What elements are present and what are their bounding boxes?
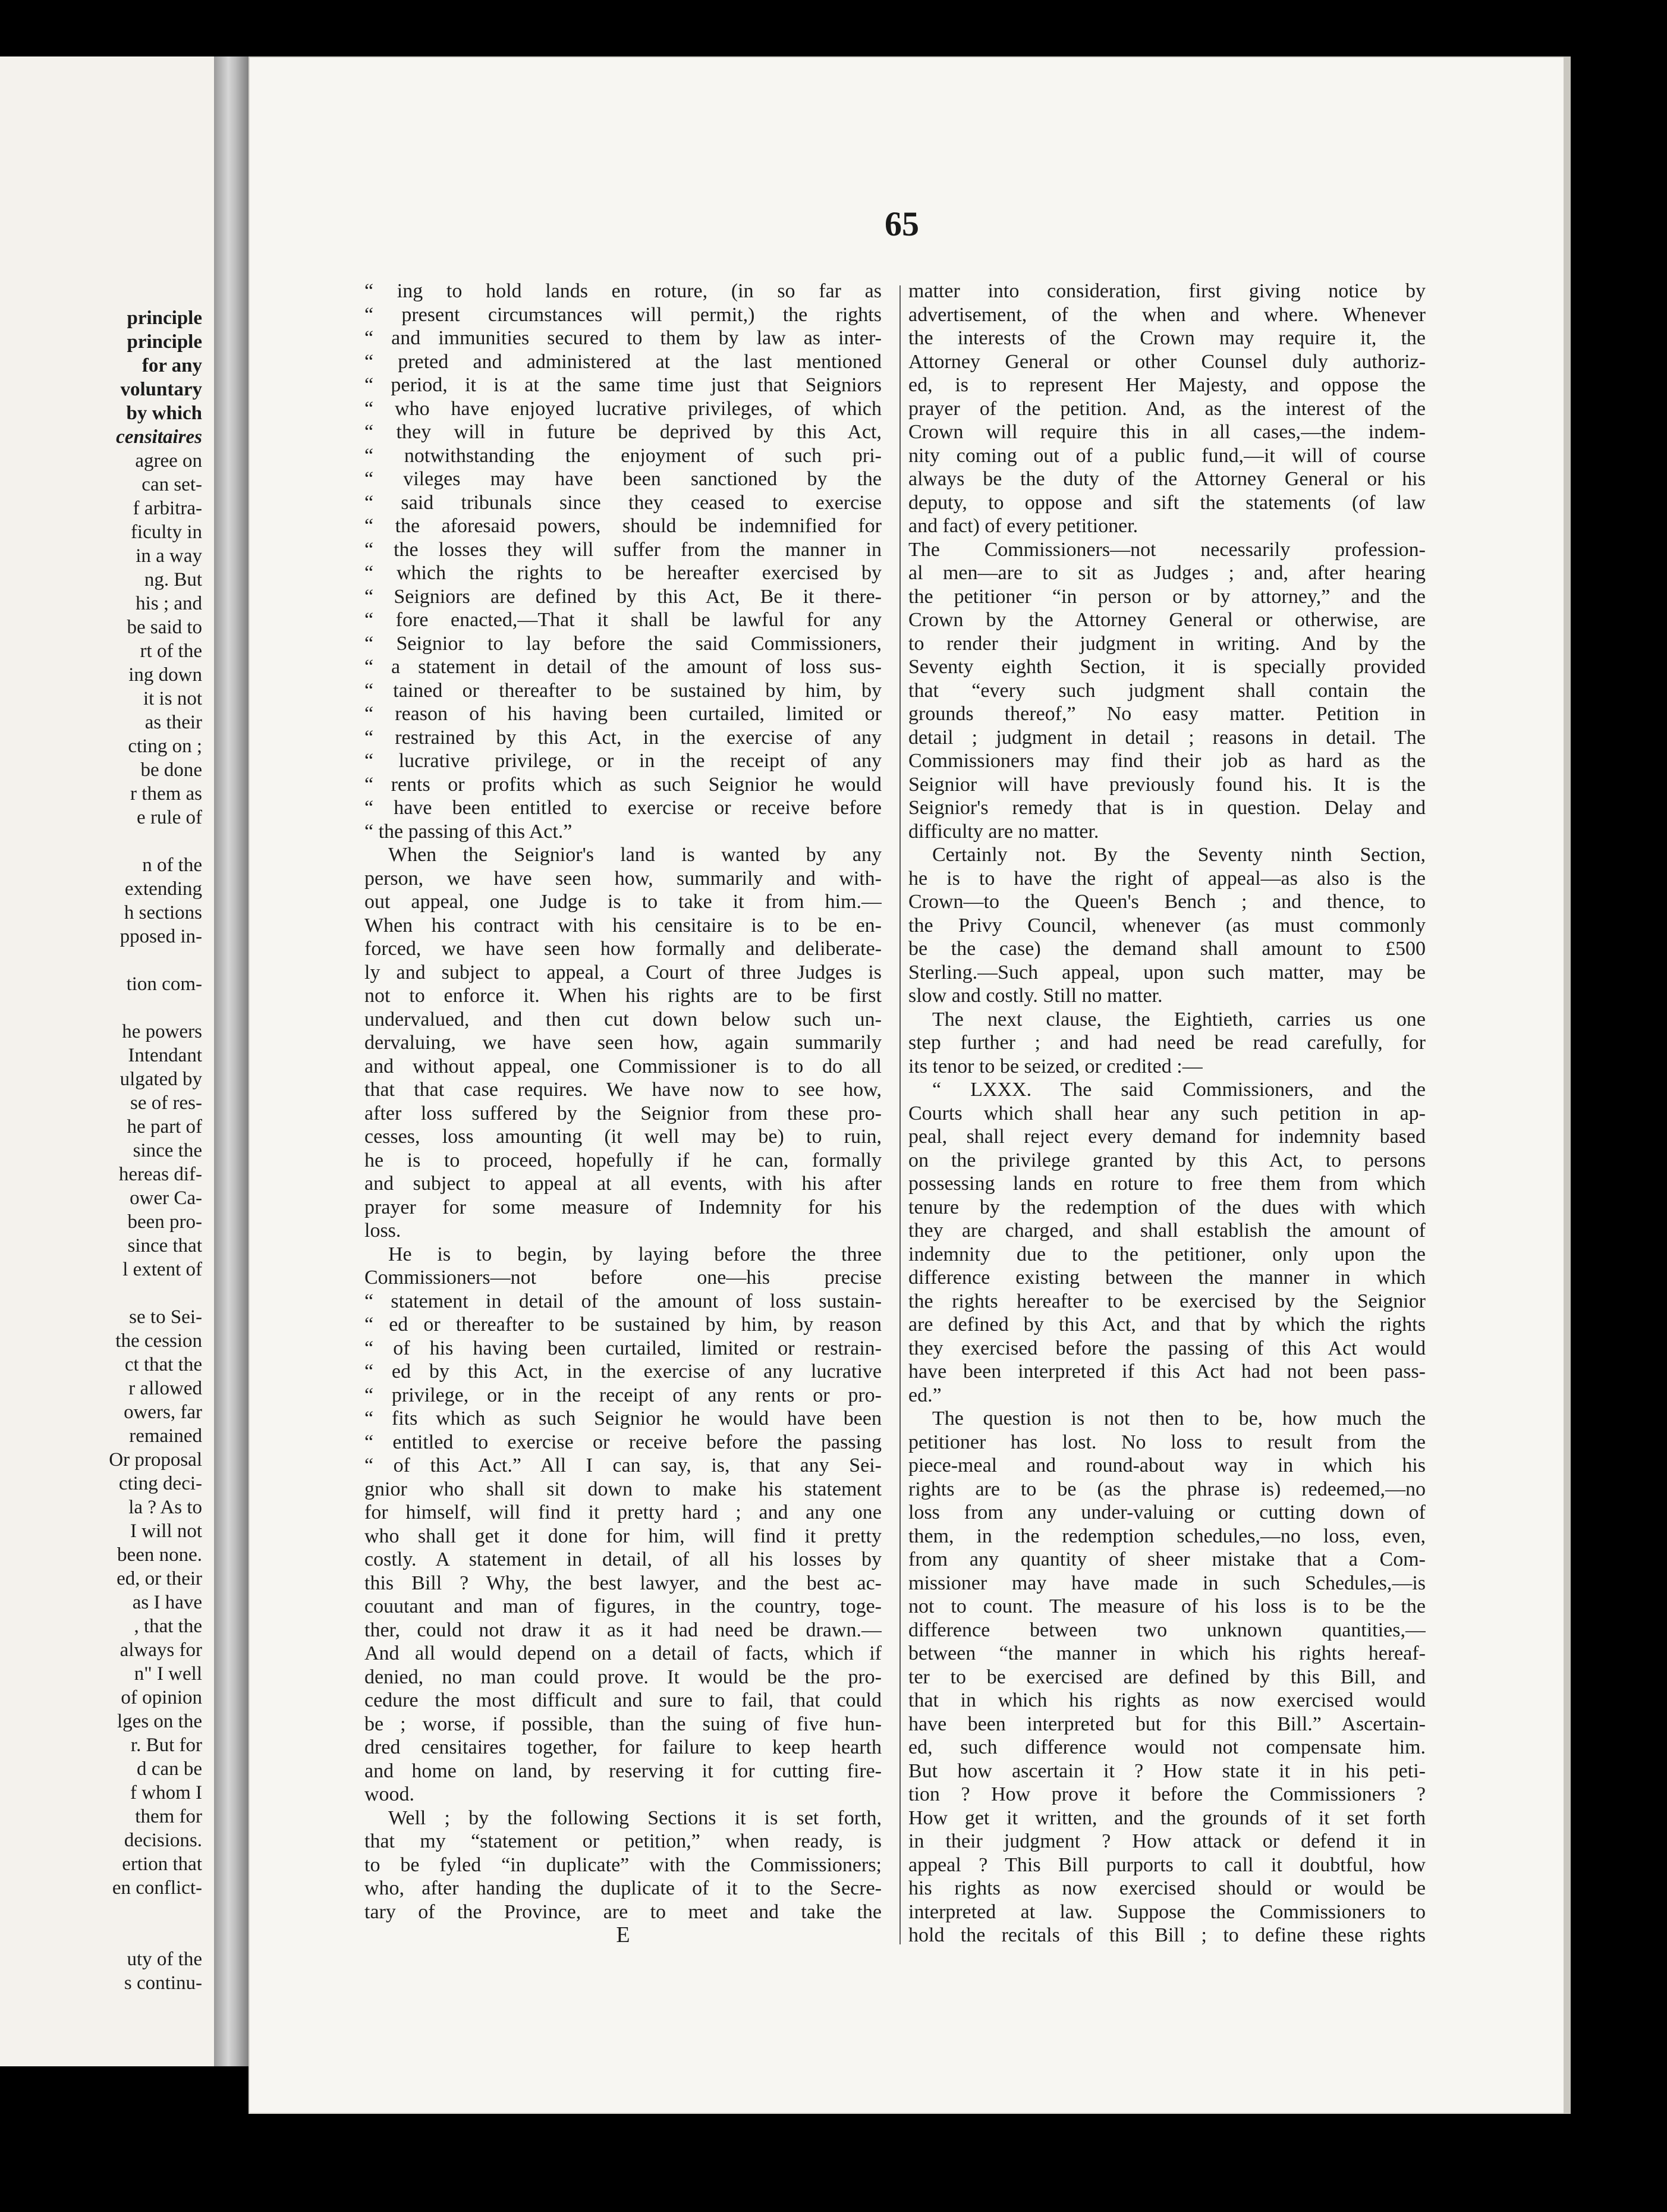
facing-page-line: d can be: [137, 1758, 202, 1780]
text-line: “ LXXX. The said Commissioners, and the: [932, 1079, 1426, 1101]
text-line: ter to be exercised are defined by this Bill, and: [908, 1666, 1426, 1688]
text-line: dervaluing, we have seen how, again summarily: [364, 1032, 882, 1054]
text-line: Seignior's remedy that is in question. Delay and: [908, 797, 1426, 819]
text-line: “ said tribunals since they ceased to exercise: [364, 491, 882, 514]
text-line: the interests of the Crown may require it, the: [908, 327, 1426, 349]
text-line: deputy, to oppose and sift the statements (of law: [908, 491, 1426, 514]
text-line: And all would depend on a detail of facts, which if: [364, 1642, 882, 1664]
facing-page-fragment: [0, 56, 220, 2066]
page-number: 65: [885, 205, 919, 243]
facing-page-line: [0, 830, 202, 853]
facing-page-line: se to Sei-: [129, 1306, 202, 1328]
text-line: that “every such judgment shall contain the: [908, 679, 1426, 702]
text-line: denied, no man could prove. It would be the pro-: [364, 1666, 882, 1688]
text-line: “ which the rights to be hereafter exercised by: [364, 562, 882, 584]
text-line: “ period, it is at the same time just that Seigniors: [364, 374, 882, 396]
text-line: this Bill ? Why, the best lawyer, and the best ac-: [364, 1572, 882, 1594]
text-line: Well ; by the following Sections it is set forth,: [388, 1806, 882, 1829]
text-line: and subject to appeal at all events, with his after: [364, 1173, 882, 1195]
text-line: them, in the redemption schedules,—no loss, even,: [908, 1525, 1426, 1547]
text-line: ther, could not draw it as it had need be drawn.—: [364, 1619, 882, 1641]
text-line: “ Seigniors are defined by this Act, Be it there-: [364, 585, 882, 608]
text-line: But how ascertain it ? How state it in his peti-: [908, 1759, 1426, 1782]
facing-page-line: r. But for: [130, 1735, 202, 1756]
facing-page-line: be done: [140, 759, 202, 781]
text-line: costly. A statement in detail, of all his losses by: [364, 1548, 882, 1570]
text-line: be ; worse, if possible, than the suing of five hun-: [364, 1713, 882, 1735]
facing-page-line: voluntary: [120, 379, 202, 400]
facing-page-line: extending: [124, 878, 202, 900]
text-line: “ entitled to exercise or receive before the passing: [364, 1431, 882, 1453]
facing-page-line: ficulty in: [130, 521, 202, 543]
facing-page-line: uty of the: [127, 1949, 202, 1970]
text-line: after loss suffered by the Seignior from these pro-: [364, 1102, 882, 1124]
text-line: tion ? How prove it before the Commissioners ?: [908, 1783, 1426, 1805]
text-line: “ notwithstanding the enjoyment of such pri-: [364, 444, 882, 467]
text-line: be the case) the demand shall amount to £500: [908, 938, 1426, 960]
facing-page-line: r allowed: [128, 1378, 202, 1399]
text-line: to be fyled “in duplicate” with the Commissioners;: [364, 1853, 882, 1876]
right-text-column: [908, 279, 1426, 1947]
facing-page-line: , that the: [134, 1616, 202, 1637]
text-line: wood.: [364, 1783, 415, 1805]
text-line: cesses, loss amounting (it well may be) to ruin,: [364, 1126, 882, 1148]
text-line: to render their judgment in writing. And by the: [908, 632, 1426, 655]
text-line: “ Seignior to lay before the said Commissioners,: [364, 632, 882, 655]
text-line: he is to have the right of appeal—as also is the: [908, 867, 1426, 890]
text-line: matter into consideration, first giving notice by: [908, 280, 1426, 302]
text-line: the Privy Council, whenever (as must commonly: [908, 914, 1426, 937]
text-line: difference between two unknown quantities,—: [908, 1619, 1426, 1641]
text-line: detail ; judgment in detail ; reasons in detail. The: [908, 726, 1426, 749]
text-line: the petitioner “in person or by attorney,” and the: [908, 585, 1426, 608]
text-line: cedure the most difficult and sure to fail, that could: [364, 1689, 882, 1711]
text-line: on the privilege granted by this Act, to persons: [908, 1149, 1426, 1171]
facing-page-line: since the: [133, 1140, 202, 1161]
text-line: Seventy eighth Section, it is specially provided: [908, 656, 1426, 678]
text-line: “ preted and administered at the last mentioned: [364, 350, 882, 373]
text-line: “ the passing of this Act.”: [364, 820, 573, 843]
text-line: “ who have enjoyed lucrative privileges, of which: [364, 397, 882, 420]
text-line: that that case requires. We have now to see how,: [364, 1079, 882, 1101]
facing-page-line: in a way: [136, 545, 202, 567]
facing-page-line: la ? As to: [128, 1497, 202, 1518]
text-line: Courts which shall hear any such petition in ap-: [908, 1102, 1426, 1124]
facing-page-line: pposed in-: [119, 926, 202, 947]
facing-page-line: always for: [119, 1639, 202, 1661]
text-line: loss from any under-valuing or cutting down of: [908, 1501, 1426, 1523]
text-line: peal, shall reject every demand for indemnity based: [908, 1126, 1426, 1148]
facing-page-line: h sections: [124, 902, 202, 923]
facing-page-line: as their: [144, 712, 202, 733]
facing-page-line: ct that the: [124, 1354, 202, 1375]
text-line: Commissioners may find their job as hard as the: [908, 750, 1426, 772]
text-line: “ restrained by this Act, in the exercise of any: [364, 726, 882, 749]
text-line: that my “statement or petition,” when ready, is: [364, 1830, 882, 1852]
text-line: tary of the Province, are to meet and take the: [364, 1900, 882, 1923]
facing-page-line: se of res-: [130, 1092, 202, 1114]
text-line: “ have been entitled to exercise or receive before: [364, 797, 882, 819]
facing-page-line: ing down: [128, 664, 202, 686]
facing-page-line: censitaires: [116, 426, 202, 448]
facing-page-line: agree on: [135, 450, 202, 472]
text-line: Commissioners—not before one—his precise: [364, 1267, 882, 1289]
facing-page-line: l extent of: [122, 1259, 202, 1280]
text-line: undervalued, and then cut down below such un-: [364, 1008, 882, 1030]
text-line: “ ed or thereafter to be sustained by him, by reason: [364, 1314, 882, 1336]
text-line: “ and immunities secured to them by law as inter-: [364, 327, 882, 349]
text-line: “ present circumstances will permit,) the rights: [364, 303, 882, 326]
text-line: “ fits which as such Seignior he would have been: [364, 1407, 882, 1429]
text-line: couutant and man of figures, in the country, toge-: [364, 1595, 882, 1617]
text-line: its tenor to be seized, or credited :—: [908, 1055, 1203, 1077]
text-line: “ they will in future be deprived by this Act,: [364, 421, 882, 443]
text-line: possessing lands en roture to free them from which: [908, 1173, 1426, 1195]
facing-page-line: [0, 1900, 202, 1924]
text-line: prayer of the petition. And, as the interest of the: [908, 397, 1426, 420]
text-line: The Commissioners—not necessarily profession-: [908, 538, 1426, 561]
facing-page-line: them for: [135, 1806, 202, 1827]
text-line: ed.”: [908, 1384, 942, 1406]
text-line: advertisement, of the when and where. Whenever: [908, 303, 1426, 326]
text-line: When the Seignior's land is wanted by any: [388, 844, 882, 866]
text-line: Crown by the Attorney General or otherwise, are: [908, 609, 1426, 631]
page-edge: [1564, 56, 1571, 2114]
facing-page-line: ed, or their: [117, 1568, 202, 1589]
facing-page-line: n of the: [142, 854, 202, 876]
facing-page-text: [0, 306, 202, 1995]
text-line: “ of this Act.” All I can say, is, that any Sei-: [364, 1454, 882, 1476]
facing-page-line: remained: [129, 1425, 202, 1447]
text-line: ed, is to represent Her Majesty, and oppose the: [908, 374, 1426, 396]
text-line: “ lucrative privilege, or in the receipt of any: [364, 750, 882, 772]
facing-page-line: cting on ;: [128, 736, 202, 757]
facing-page-line: for any: [141, 355, 202, 376]
facing-page-line: it is not: [143, 688, 202, 709]
text-line: and without appeal, one Commissioner is to do all: [364, 1055, 882, 1077]
facing-page-line: of opinion: [121, 1687, 202, 1708]
text-line: “ reason of his having been curtailed, limited or: [364, 703, 882, 725]
facing-page-line: his ; and: [136, 593, 202, 614]
facing-page-line: he part of: [127, 1116, 202, 1138]
text-line: are defined by this Act, and that by which the rights: [908, 1314, 1426, 1336]
text-line: “ ed by this Act, in the exercise of any lucrative: [364, 1360, 882, 1382]
text-line: the rights hereafter to be exercised by the Seignior: [908, 1290, 1426, 1312]
text-line: “ ing to hold lands en roture, (in so far as: [364, 280, 882, 302]
text-line: grounds thereof,” No easy matter. Petition in: [908, 703, 1426, 725]
text-line: petitioner has lost. No loss to result from the: [908, 1431, 1426, 1453]
facing-page-line: as I have: [132, 1592, 202, 1613]
text-line: between “the manner in which his rights hereaf-: [908, 1642, 1426, 1664]
text-line: piece-meal and round-about way in which his: [908, 1454, 1426, 1476]
text-line: difference existing between the manner in which: [908, 1267, 1426, 1289]
text-line: “ fore enacted,—That it shall be lawful for any: [364, 609, 882, 631]
text-line: “ tained or thereafter to be sustained by him, by: [364, 679, 882, 702]
facing-page-line: tion com-: [126, 973, 202, 995]
text-line: gnior who shall sit down to make his statement: [364, 1478, 882, 1500]
text-line: “ privilege, or in the receipt of any rents or pro-: [364, 1384, 882, 1406]
text-line: slow and costly. Still no matter.: [908, 985, 1163, 1007]
facing-page-line: n" I well: [134, 1663, 202, 1685]
facing-page-line: en conflict-: [112, 1877, 202, 1899]
text-line: “ a statement in detail of the amount of loss sus-: [364, 656, 882, 678]
facing-page-line: s continu-: [124, 1972, 202, 1994]
text-line: “ statement in detail of the amount of loss sustain-: [364, 1290, 882, 1312]
facing-page-line: owers, far: [124, 1402, 202, 1423]
text-line: loss.: [364, 1220, 401, 1242]
text-line: and home on land, by reserving it for cutting fire-: [364, 1759, 882, 1782]
text-line: out appeal, one Judge is to take it from him.—: [364, 891, 882, 913]
text-line: ed, such difference would not compensate him.: [908, 1736, 1426, 1758]
facing-page-line: since that: [127, 1235, 202, 1256]
text-line: nity coming out of a public fund,—it will of course: [908, 444, 1426, 467]
facing-page-line: ng. But: [144, 569, 202, 590]
facing-page-line: by which: [126, 403, 202, 424]
facing-page-line: Intendant: [128, 1045, 202, 1066]
text-line: who, after handing the duplicate of it to the Secre-: [364, 1877, 882, 1899]
text-line: Attorney General or other Counsel duly authoriz-: [908, 350, 1426, 373]
text-line: always be the duty of the Attorney General or his: [908, 468, 1426, 490]
facing-page-line: [0, 1924, 202, 1947]
text-line: Seignior will have previously found his. It is the: [908, 773, 1426, 796]
facing-page-line: I will not: [130, 1520, 202, 1542]
text-line: The question is not then to be, how much the: [932, 1407, 1426, 1429]
text-line: that in which his rights as now exercised would: [908, 1689, 1426, 1711]
text-line: interpreted at law. Suppose the Commissioners to: [908, 1900, 1426, 1923]
text-line: he is to proceed, hopefully if he can, formally: [364, 1149, 882, 1171]
facing-page-line: rt of the: [140, 640, 202, 662]
text-line: al men—are to sit as Judges ; and, after hearing: [908, 562, 1426, 584]
text-line: How get it written, and the grounds of it set forth: [908, 1806, 1426, 1829]
facing-page-line: he powers: [122, 1021, 202, 1042]
text-line: from any quantity of sheer mistake that a Com-: [908, 1548, 1426, 1570]
facing-page-line: can set-: [141, 474, 202, 495]
text-line: rights are to be (as the phrase is) redeemed,—no: [908, 1478, 1426, 1500]
text-line: have been interpreted but for this Bill.” Ascertain-: [908, 1713, 1426, 1735]
text-line: The next clause, the Eightieth, carries us one: [932, 1008, 1426, 1030]
text-line: “ of his having been curtailed, limited or restrain-: [364, 1337, 882, 1359]
book-page: [249, 56, 1568, 2114]
column-divider: [899, 285, 901, 1944]
text-line: ly and subject to appeal, a Court of three Judges is: [364, 961, 882, 984]
facing-page-line: f arbitra-: [133, 498, 202, 519]
text-line: hold the recitals of this Bill ; to define these rights: [908, 1924, 1426, 1946]
text-line: “ the aforesaid powers, should be indemnified for: [364, 515, 882, 537]
facing-page-line: ulgated by: [119, 1069, 202, 1090]
text-line: “ rents or profits which as such Seignior he would: [364, 773, 882, 796]
text-line: “ the losses they will suffer from the manner in: [364, 538, 882, 561]
text-line: He is to begin, by laying before the three: [388, 1243, 882, 1265]
text-line: Crown will require this in all cases,—the indem-: [908, 421, 1426, 443]
text-line: tenure by the redemption of the dues with which: [908, 1196, 1426, 1218]
facing-page-line: principle: [127, 331, 202, 353]
text-line: prayer for some measure of Indemnity for his: [364, 1196, 882, 1218]
facing-page-line: f whom I: [130, 1782, 202, 1803]
text-line: Sterling.—Such appeal, upon such matter, may be: [908, 961, 1426, 984]
text-line: not to count. The measure of his loss is to be the: [908, 1595, 1426, 1617]
book-gutter: [214, 56, 250, 2066]
text-line: step further ; and had need be read carefully, for: [908, 1032, 1426, 1054]
facing-page-line: [0, 1281, 202, 1305]
facing-page-line: been none.: [117, 1544, 202, 1566]
text-line: indemnity due to the petitioner, only upon the: [908, 1243, 1426, 1265]
text-line: person, we have seen how, summarily and with-: [364, 867, 882, 890]
text-line: “ vileges may have been sanctioned by the: [364, 468, 882, 490]
facing-page-line: the cession: [115, 1330, 202, 1352]
text-line: difficulty are no matter.: [908, 820, 1099, 843]
text-line: Certainly not. By the Seventy ninth Section,: [932, 844, 1426, 866]
text-line: for himself, will find it pretty hard ; and any one: [364, 1501, 882, 1523]
text-line: his rights as now exercised should or would be: [908, 1877, 1426, 1899]
facing-page-line: [0, 948, 202, 972]
facing-page-line: cting deci-: [118, 1473, 202, 1494]
text-line: have been interpreted if this Act had not been pass-: [908, 1360, 1426, 1382]
text-line: When his contract with his censitaire is to be en-: [364, 914, 882, 937]
facing-page-line: e rule of: [137, 807, 202, 828]
text-line: missioner may have made in such Schedules,—is: [908, 1572, 1426, 1594]
text-line: dred censitaires together, for failure to keep hearth: [364, 1736, 882, 1758]
text-line: who shall get it done for him, will find it pretty: [364, 1525, 882, 1547]
facing-page-line: been pro-: [127, 1211, 202, 1233]
facing-page-line: lges on the: [117, 1711, 202, 1732]
left-text-column: [364, 279, 882, 1947]
text-line: appeal ? This Bill purports to call it doubtful, how: [908, 1853, 1426, 1876]
facing-page-line: principle: [127, 307, 202, 329]
facing-page-line: hereas dif-: [118, 1164, 202, 1185]
text-line: in their judgment ? How attack or defend it in: [908, 1830, 1426, 1852]
facing-page-line: ower Ca-: [130, 1187, 202, 1209]
facing-page-line: be said to: [127, 617, 202, 638]
text-line: forced, we have seen how formally and deliberate-: [364, 938, 882, 960]
text-line: not to enforce it. When his rights are to be first: [364, 985, 882, 1007]
facing-page-line: decisions.: [124, 1830, 202, 1851]
catchword: E: [616, 1924, 630, 1947]
text-line: and fact) of every petitioner.: [908, 515, 1138, 537]
facing-page-line: Or proposal: [109, 1449, 202, 1471]
facing-page-line: r them as: [130, 783, 202, 805]
facing-page-line: [0, 996, 202, 1020]
text-line: they are charged, and shall establish the amount of: [908, 1220, 1426, 1242]
facing-page-line: ertion that: [122, 1853, 202, 1875]
text-line: they exercised before the passing of this Act would: [908, 1337, 1426, 1359]
text-line: Crown—to the Queen's Bench ; and thence, to: [908, 891, 1426, 913]
